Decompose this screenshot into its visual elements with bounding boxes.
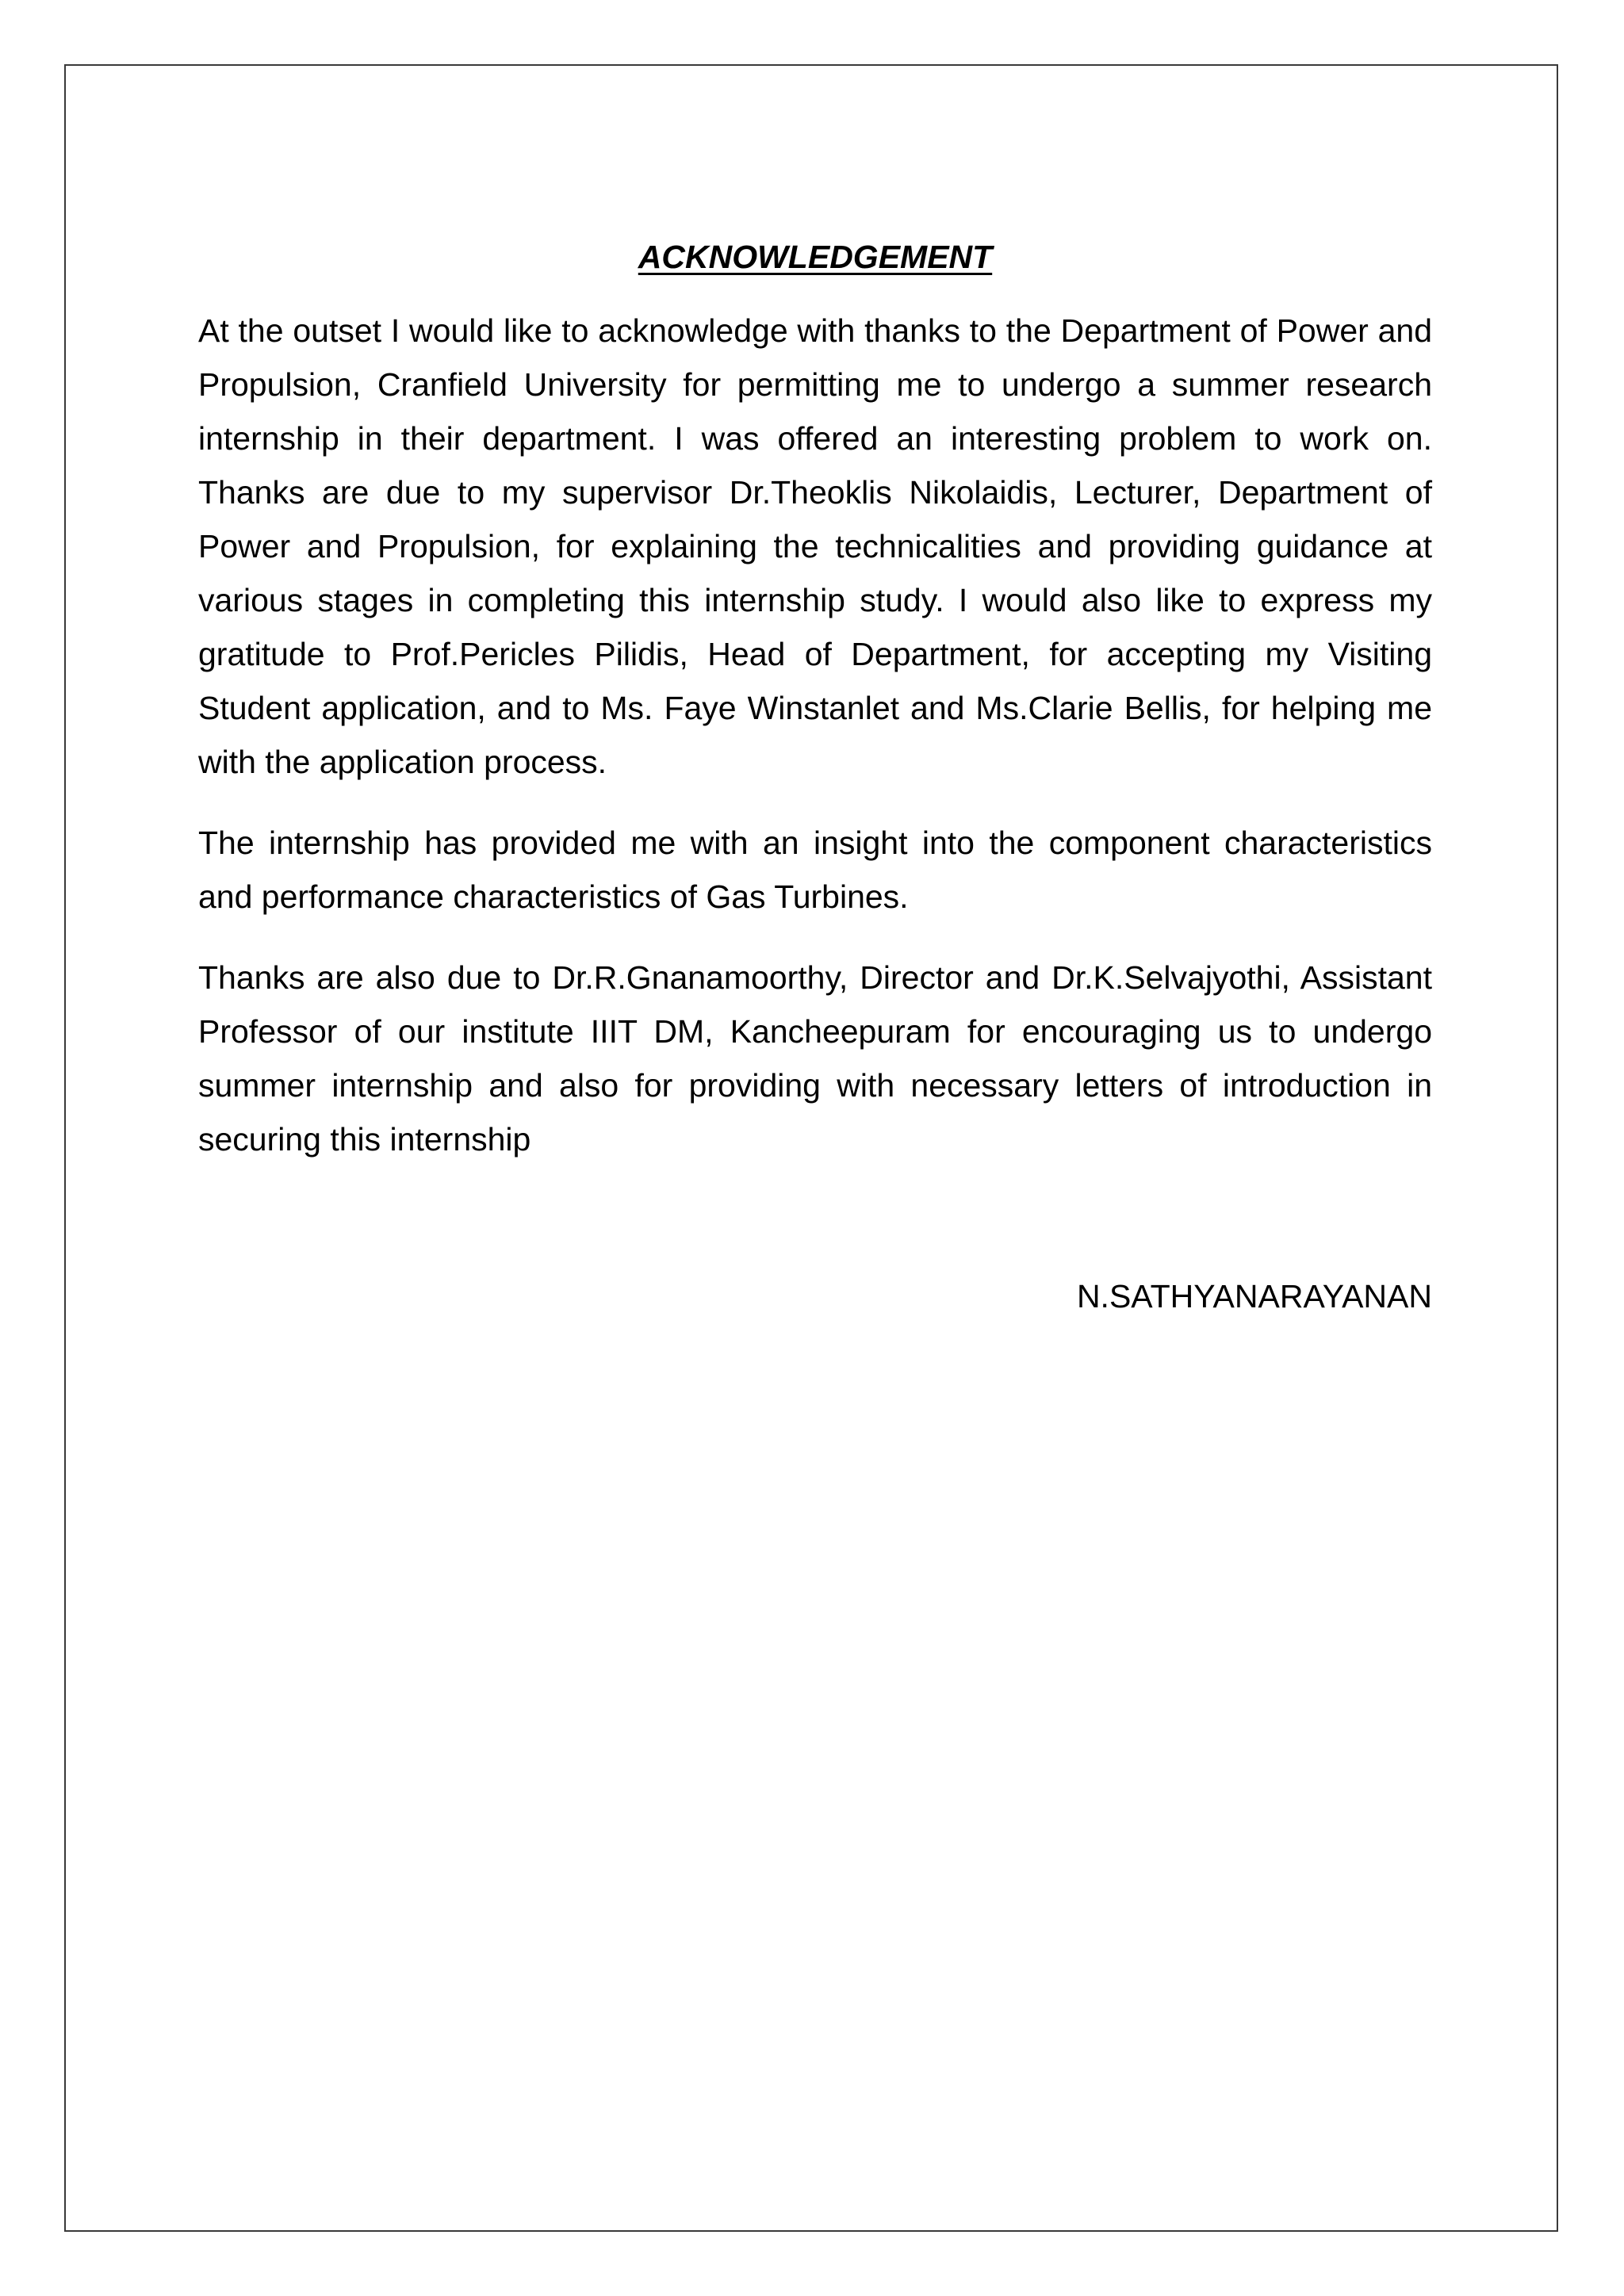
document-body [198,234,1432,1323]
document-title: ACKNOWLEDGEMENT [638,239,993,275]
paragraph-2: The internship has provided me with an insight into the component characteristics and performance characteristics of Gas Turbines. [198,825,1432,915]
paragraph-3: Thanks are also due to Dr.R.Gnanamoorthy, Director and Dr.K.Selvajyothi, Assistant Professor of our institute IIIT DM, Kancheepuram for encouraging us to undergo summer internship and also for providing with necessary letters of introduction in securing this internship [198,959,1432,1158]
signature: N.SATHYANARAYANAN [1076,1278,1432,1314]
paragraph-1: At the outset I would like to acknowledge with thanks to the Department of Power and Propulsion, Cranfield University for permitting me to undergo a summer research internship in their department. I was offered an interesting problem to work on. Thanks are due to my supervisor Dr.Theoklis Nikolaidis, Lecturer, Department of Power and Propulsion, for explaining the technicalities and providing guidance at various stages in completing this internship study. I would also like to express my gratitude to Prof.Pericles Pilidis, Head of Department, for accepting my Visiting Student application, and to Ms. Faye Winstanlet and Ms.Clarie Bellis, for helping me with the application process. [198,312,1432,780]
